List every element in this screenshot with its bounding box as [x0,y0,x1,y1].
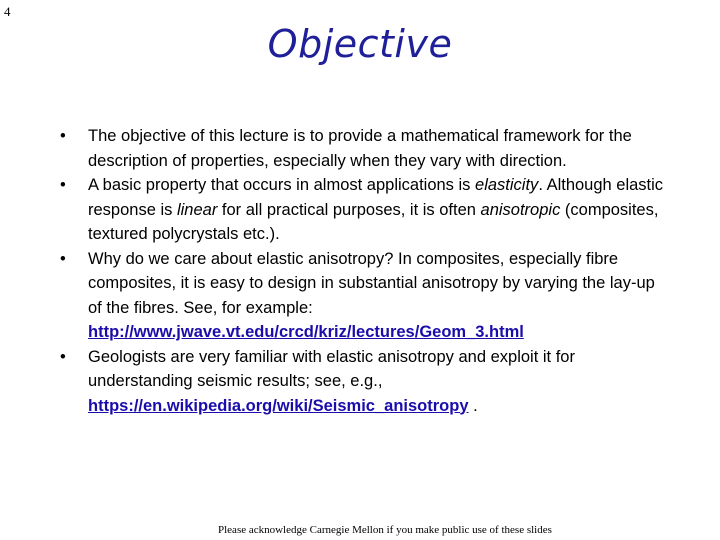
emphasis-elasticity: elasticity [475,176,539,194]
jwave-link[interactable]: http://www.jwave.vt.edu/crcd/kriz/lectures/Geom_3.html [88,323,524,341]
bullet-text: Geologists are very familiar with elastic anisotropy and exploit it for understanding seismic results; see, e.g., [88,347,575,390]
bullet-text: (composites, textured polycrystals etc.). [88,200,659,243]
bullet-item [60,124,670,173]
bullet-list [60,124,670,418]
bullet-item [60,247,670,345]
bullet-text: Why do we care about elastic anisotropy? In composites, especially fibre composites, it is easy to design in substantial anisotropy by varying the lay-up of the fibres. See, for example: [88,249,655,317]
emphasis-linear: linear [176,200,218,219]
wikipedia-link[interactable]: https://en.wikipedia.org/wiki/Seismic_anisotropy [88,396,469,415]
bullet-item [60,345,670,419]
bullet-item [60,173,670,247]
bullet-text: The objective of this lecture is to provide a mathematical framework for the description of properties, especially when they vary with direction. [88,127,632,170]
emphasis-anisotropic: anisotropic [480,200,561,219]
slide-title: Objective [267,22,453,66]
slide-number: 4 [4,4,11,19]
bullet-text: . [468,396,478,415]
bullet-text: . Although elastic response is [88,176,664,219]
footer-acknowledgement: Please acknowledge Carnegie Mellon if you make public use of these slides [218,524,552,536]
bullet-text: A basic property that occurs in almost applications is [88,176,476,194]
bullet-text: for all practical purposes, it is often [217,200,481,219]
